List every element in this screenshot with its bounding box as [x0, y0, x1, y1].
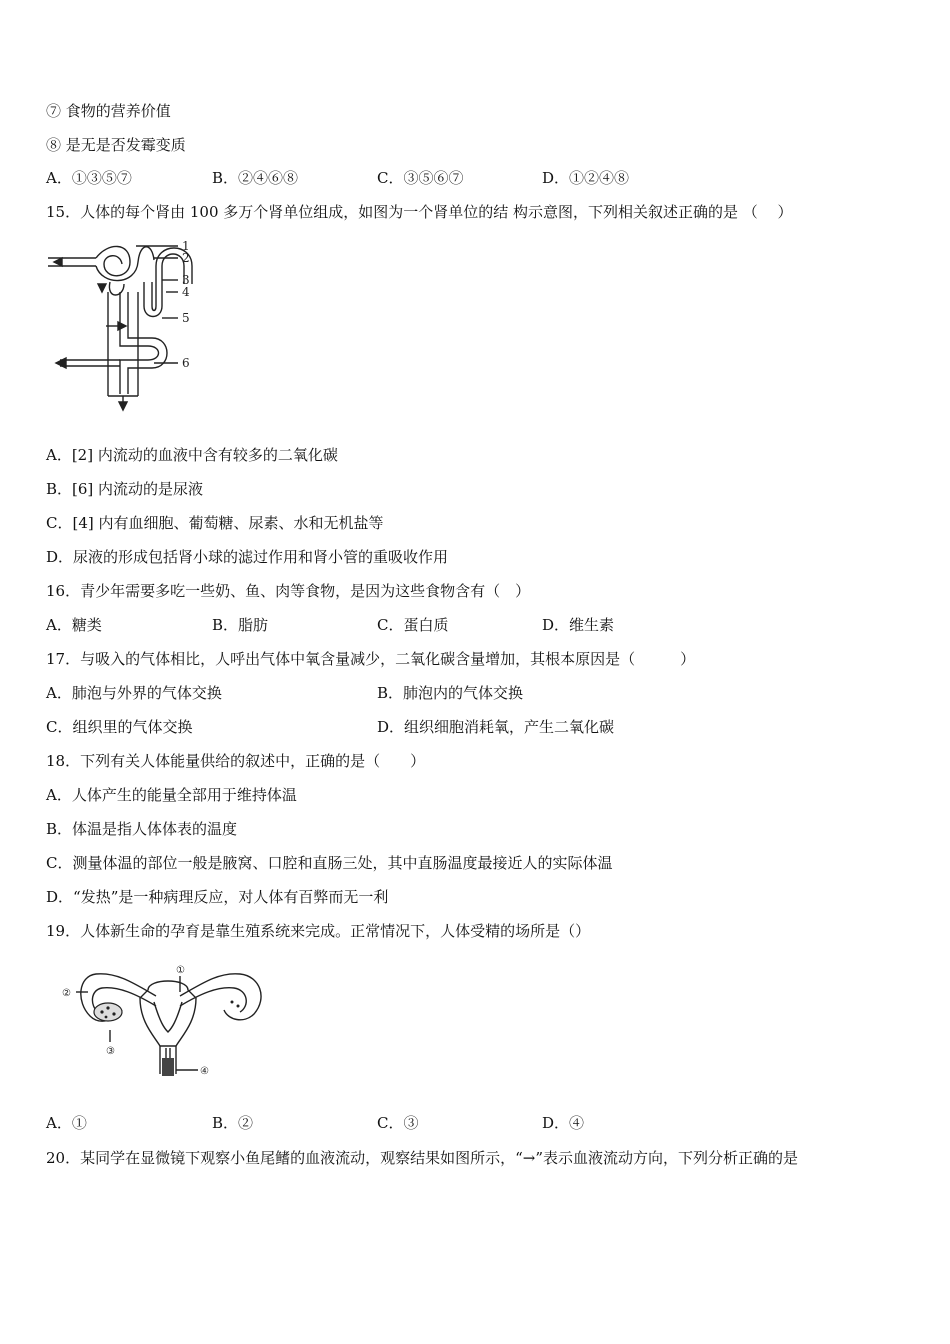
- uterus-label-3: ③: [106, 1046, 115, 1057]
- q18-option-a: A．人体产生的能量全部用于维持体温: [46, 786, 297, 804]
- q17-option-a: A．肺泡与外界的气体交换: [46, 684, 222, 702]
- q19-stem: 19．人体新生命的孕育是靠生殖系统来完成。正常情况下，人体受精的场所是（）: [46, 922, 591, 940]
- q19-option-c: C．③: [377, 1114, 419, 1132]
- nephron-label-2: 2: [182, 251, 190, 265]
- q15-stem: 15．人体的每个肾由 100 多万个肾单位组成，如图为一个肾单位的结 构示意图，下列相关叙述正确的是 （ ）: [46, 203, 793, 221]
- q14-option-a: A．①③⑤⑦: [46, 169, 132, 187]
- nephron-label-3: 3: [182, 273, 190, 287]
- q15-option-a: A．[2] 内流动的血液中含有较多的二氧化碳: [46, 446, 338, 464]
- uterus-label-1: ①: [176, 965, 185, 976]
- q17-option-c: C．组织里的气体交换: [46, 718, 193, 736]
- nephron-diagram: [44, 236, 204, 412]
- nephron-label-5: 5: [182, 311, 190, 325]
- q14-item-8: ⑧ 是无是否发霉变质: [46, 136, 186, 154]
- nephron-label-1: 1: [182, 239, 190, 253]
- q16-option-c: C．蛋白质: [377, 616, 449, 634]
- uterus-label-2: ②: [62, 988, 71, 999]
- q16-option-b: B．脂肪: [212, 616, 269, 634]
- q14-item-7: ⑦ 食物的营养价值: [46, 102, 171, 120]
- q18-option-c: C．测量体温的部位一般是腋窝、口腔和直肠三处，其中直肠温度最接近人的实际体温: [46, 854, 613, 872]
- q19-option-b: B．②: [212, 1114, 254, 1132]
- q15-option-d: D．尿液的形成包括肾小球的滤过作用和肾小管的重吸收作用: [46, 548, 449, 566]
- q16-option-a: A．糖类: [46, 616, 102, 634]
- q18-option-d: D．“发热”是一种病理反应，对人体有百弊而无一利: [46, 888, 389, 906]
- q14-option-c: C．③⑤⑥⑦: [377, 169, 464, 187]
- q19-option-d: D．④: [542, 1114, 585, 1132]
- q17-option-b: B．肺泡内的气体交换: [377, 684, 524, 702]
- nephron-label-4: 4: [182, 285, 190, 299]
- q18-stem: 18．下列有关人体能量供给的叙述中，正确的是（ ）: [46, 752, 426, 770]
- nephron-label-6: 6: [182, 356, 190, 370]
- q15-option-b: B．[6] 内流动的是尿液: [46, 480, 204, 498]
- q15-option-c: C．[4] 内有血细胞、葡萄糖、尿素、水和无机盐等: [46, 514, 384, 532]
- q20-stem: 20．某同学在显微镜下观察小鱼尾鳍的血液流动，观察结果如图所示，“→”表示血液流动方向，下列分析正确的是: [46, 1149, 798, 1167]
- q14-option-d: D．①②④⑧: [542, 169, 630, 187]
- uterus-label-4: ④: [200, 1066, 209, 1077]
- q18-option-b: B．体温是指人体体表的温度: [46, 820, 238, 838]
- q16-option-d: D．维生素: [542, 616, 615, 634]
- q19-option-a: A．①: [46, 1114, 87, 1132]
- q16-stem: 16．青少年需要多吃一些奶、鱼、肉等食物，是因为这些食物含有（ ）: [46, 582, 531, 600]
- q17-stem: 17．与吸入的气体相比，人呼出气体中氧含量减少，二氧化碳含量增加，其根本原因是（ ）: [46, 650, 696, 668]
- female-reproductive-diagram: [56, 962, 280, 1084]
- q17-option-d: D．组织细胞消耗氧，产生二氧化碳: [377, 718, 615, 736]
- q14-option-b: B．②④⑥⑧: [212, 169, 299, 187]
